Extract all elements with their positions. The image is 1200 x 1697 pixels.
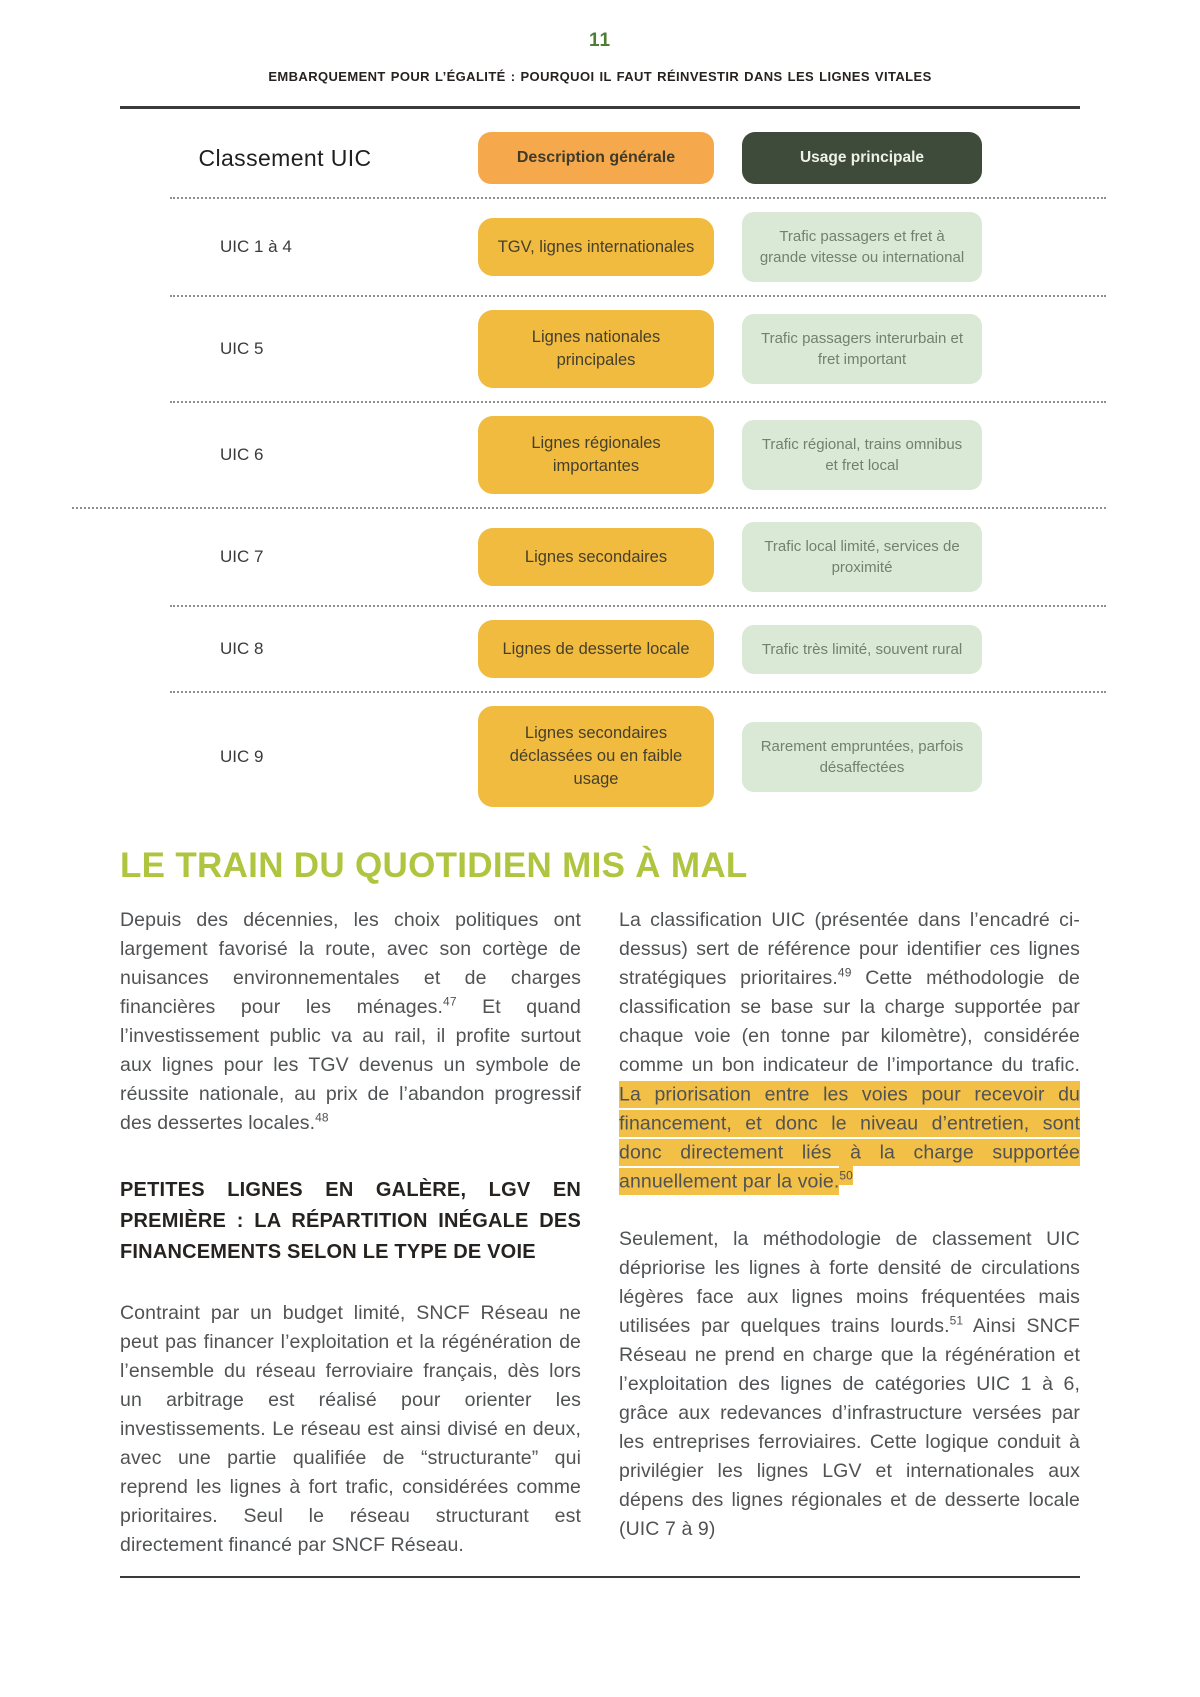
usage-cell: Trafic passagers interurbain et fret important: [742, 314, 982, 384]
highlighted-text: La priorisation entre les voies pour recevoir du financement, et donc le niveau d’entretien, sont donc directement liés à la charge supportée annuellement par la voie.: [619, 1081, 1080, 1195]
usage-cell: Rarement empruntées, parfois désaffectées: [742, 722, 982, 792]
text-run: Depuis des décennies, les choix politiques ont largement favorisé la route, avec son cortège de nuisances environnementales et de charges financières pour les ménages.: [120, 909, 581, 1018]
text-run: Seulement, la méthodologie de classement UIC dépriorise les lignes à forte densité de circulations légères face aux lignes moins fréquentées mais utilisées par quelques trains lourds.: [619, 1228, 1080, 1337]
article-column-left: [120, 906, 581, 1589]
description-cell: Lignes nationales principales: [478, 310, 714, 388]
footnote-ref: 48: [315, 1110, 329, 1125]
text-run: Et quand l’investissement public va au rail, il profite surtout aux lignes pour les TGV devenus un symbole de réussite nationale, au prix de l’abandon progressif des dessertes locales.: [120, 996, 581, 1134]
article-columns: [120, 906, 1080, 1589]
table-row: [120, 199, 1080, 295]
column-header-classement: Classement UIC: [198, 144, 372, 171]
usage-cell: Trafic très limité, souvent rural: [742, 625, 982, 674]
usage-cell: Trafic régional, trains omnibus et fret local: [742, 420, 982, 490]
paragraph: [619, 906, 1080, 1196]
paragraph: [120, 1299, 581, 1560]
text-run: Cette méthodologie de classification se base sur la charge supportée par chaque voie (en tonne par kilomètre), considérée comme un bon indicateur de l’importance du trafic.: [619, 967, 1080, 1076]
footnote-ref: 51: [949, 1313, 964, 1328]
row-label-classement: UIC 6: [220, 445, 264, 464]
top-rule-divider: [120, 106, 1080, 109]
description-cell: Lignes régionales importantes: [478, 416, 714, 494]
text-run: Contraint par un budget limité, SNCF Réseau ne peut pas financer l’exploitation et la régénération de l’ensemble du réseau ferroviaire français, dès lors un arbitrage est réalisé pour orienter les investissements. Le réseau est ainsi divisé en deux, avec une partie qualifiée de “structurante” qui reprend les lignes à fort trafic, considérées comme prioritaires. Seul le réseau structurant est directement financé par SNCF Réseau.: [120, 1302, 581, 1556]
footnote-ref: 47: [443, 994, 457, 1009]
description-cell: TGV, lignes internationales: [478, 218, 714, 276]
table-row: [120, 297, 1080, 401]
table-row: [120, 693, 1080, 820]
table-row: [120, 403, 1080, 507]
uic-table-body: [120, 197, 1080, 820]
description-cell: Lignes secondaires: [478, 528, 714, 586]
sub-heading: [120, 1175, 581, 1268]
text-run: La classification UIC (présentée dans l’encadré ci-dessus) sert de référence pour identifier ces lignes stratégiques prioritaires.: [619, 909, 1080, 989]
paragraph: [619, 1225, 1080, 1544]
description-cell: Lignes de desserte locale: [478, 620, 714, 678]
table-header-row: [120, 119, 1080, 197]
article-column-right: [619, 906, 1080, 1589]
running-head: EMBARQUEMENT POUR L’ÉGALITÉ : POURQUOI IL FAUT RÉINVESTIR DANS LES LIGNES VITALES: [268, 69, 932, 84]
row-label-classement: UIC 9: [220, 746, 264, 766]
description-cell: Lignes secondaires déclassées ou en faible usage: [478, 706, 714, 807]
table-row: [120, 607, 1080, 691]
row-label-classement: UIC 5: [220, 339, 264, 358]
column-header-description: Description générale: [478, 132, 714, 184]
row-label-classement: UIC 1 à 4: [220, 237, 292, 256]
text-run: Ainsi SNCF Réseau ne prend en charge que la régénération et l’exploitation des lignes de catégories UIC 1 à 6, grâce aux redevances d’infrastructure versées par les entreprises ferroviaires. Cette logique conduit à privilégier les lignes LGV et internationales aux dépens des lignes régionales et de desserte locale (UIC 7 à 9): [619, 1315, 1080, 1540]
text-run: PETITES LIGNES EN GALÈRE, LGV EN PREMIÈRE : LA RÉPARTITION INÉGALE DES FINANCEMENTS SELON LE TYPE DE VOIE: [120, 1179, 581, 1263]
section-heading: LE TRAIN DU QUOTIDIEN MIS À MAL: [120, 846, 748, 885]
page-number: 11: [588, 30, 612, 51]
column-header-usage: Usage principale: [742, 132, 982, 184]
footnote-ref: 49: [837, 965, 852, 980]
table-row: [120, 509, 1080, 605]
row-label-classement: UIC 7: [220, 547, 264, 566]
uic-classification-table: [120, 119, 1080, 820]
footnote-ref: 50: [839, 1166, 853, 1185]
usage-cell: Trafic local limité, services de proximité: [742, 522, 982, 592]
paragraph: [120, 906, 581, 1138]
bottom-rule-divider: [120, 1576, 1080, 1578]
usage-cell: Trafic passagers et fret à grande vitesse ou international: [742, 212, 982, 282]
row-label-classement: UIC 8: [220, 639, 264, 658]
